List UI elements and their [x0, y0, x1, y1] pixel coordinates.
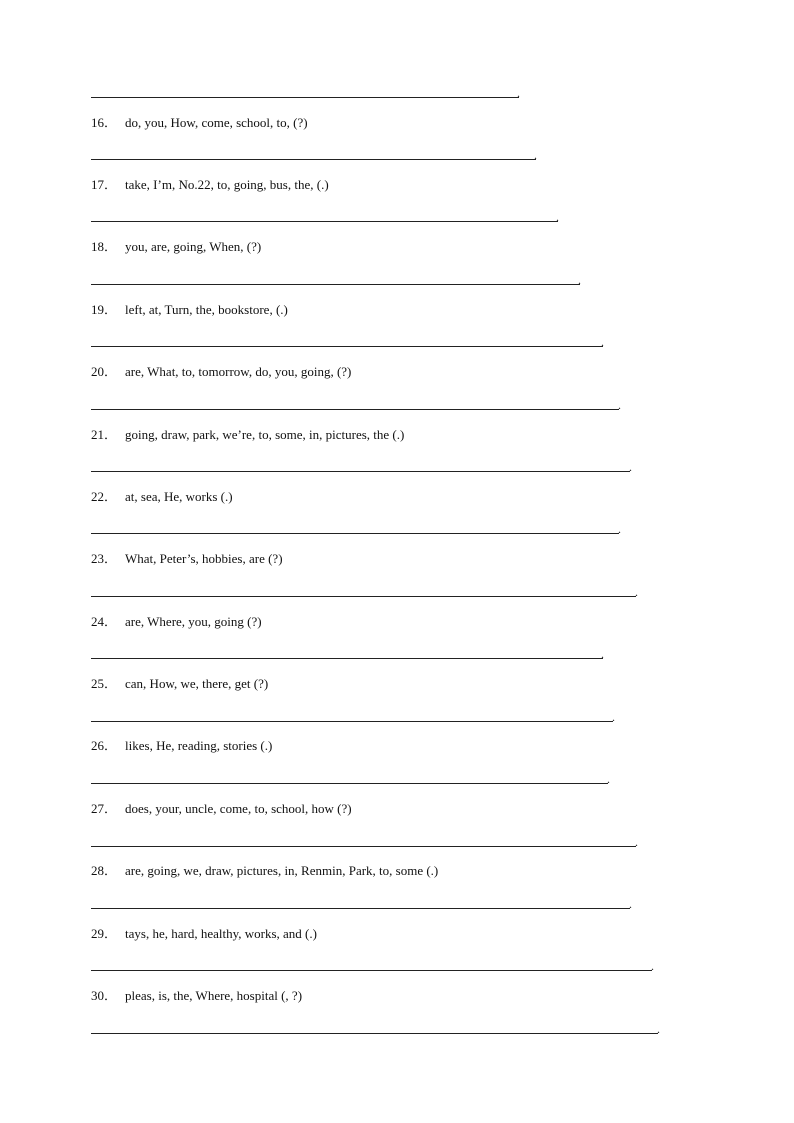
question-21	[91, 427, 404, 443]
question-27	[91, 801, 352, 817]
question-prompt: at, sea, He, works (.)	[125, 489, 233, 504]
question-24	[91, 614, 262, 630]
question-18	[91, 239, 261, 255]
question-prompt: does, your, uncle, come, to, school, how (?)	[125, 801, 352, 816]
question-25	[91, 676, 268, 692]
question-22	[91, 489, 233, 505]
answer-end-dot: .	[657, 1022, 660, 1036]
answer-end-dot: .	[607, 772, 610, 786]
question-number: 17．	[91, 177, 118, 192]
answer-end-dot: .	[618, 398, 621, 412]
answer-line-27[interactable]	[91, 846, 636, 847]
question-23	[91, 551, 283, 567]
question-number: 18．	[91, 239, 118, 254]
answer-line-26[interactable]	[91, 783, 608, 784]
question-prompt: are, What, to, tomorrow, do, you, going, (?)	[125, 364, 352, 379]
answer-line-22[interactable]	[91, 533, 619, 534]
answer-end-dot: .	[601, 647, 604, 661]
answer-line-0[interactable]	[91, 97, 519, 98]
answer-end-dot: .	[635, 585, 638, 599]
answer-line-19[interactable]	[91, 346, 603, 347]
answer-line-29[interactable]	[91, 970, 652, 971]
answer-end-dot: .	[618, 522, 621, 536]
question-number: 16．	[91, 115, 118, 130]
answer-end-dot: .	[556, 210, 559, 224]
question-prompt: pleas, is, the, Where, hospital (, ?)	[125, 988, 303, 1003]
question-number: 26．	[91, 738, 118, 753]
answer-line-18[interactable]	[91, 284, 580, 285]
question-prompt: left, at, Turn, the, bookstore, (.)	[125, 302, 288, 317]
answer-end-dot: .	[534, 148, 537, 162]
question-number: 22．	[91, 489, 118, 504]
question-16	[91, 115, 308, 131]
answer-line-24[interactable]	[91, 658, 603, 659]
question-28	[91, 863, 438, 879]
question-30	[91, 988, 302, 1004]
answer-line-21[interactable]	[91, 471, 630, 472]
question-29	[91, 926, 317, 942]
answer-end-dot: .	[635, 835, 638, 849]
answer-end-dot: .	[601, 335, 604, 349]
question-number: 27．	[91, 801, 118, 816]
question-prompt: do, you, How, come, school, to, (?)	[125, 115, 308, 130]
question-prompt: What, Peter’s, hobbies, are (?)	[125, 551, 283, 566]
answer-end-dot: .	[517, 86, 520, 100]
question-number: 21．	[91, 427, 118, 442]
question-number: 25．	[91, 676, 118, 691]
answer-line-25[interactable]	[91, 721, 613, 722]
question-number: 30．	[91, 988, 118, 1003]
question-number: 20．	[91, 364, 118, 379]
answer-line-16[interactable]	[91, 159, 536, 160]
question-prompt: you, are, going, When, (?)	[125, 239, 262, 254]
answer-line-23[interactable]	[91, 596, 636, 597]
question-number: 24．	[91, 614, 118, 629]
question-17	[91, 177, 329, 193]
question-prompt: likes, He, reading, stories (.)	[125, 738, 273, 753]
question-number: 23．	[91, 551, 118, 566]
answer-line-28[interactable]	[91, 908, 630, 909]
question-number: 29．	[91, 926, 118, 941]
answer-line-30[interactable]	[91, 1033, 658, 1034]
question-20	[91, 364, 351, 380]
question-prompt: going, draw, park, we’re, to, some, in, pictures, the (.)	[125, 427, 405, 442]
answer-end-dot: .	[612, 710, 615, 724]
question-prompt: are, Where, you, going (?)	[125, 614, 262, 629]
answer-end-dot: .	[578, 273, 581, 287]
question-number: 28．	[91, 863, 118, 878]
question-number: 19．	[91, 302, 118, 317]
question-prompt: are, going, we, draw, pictures, in, Renmin, Park, to, some (.)	[125, 863, 439, 878]
answer-end-dot: .	[651, 959, 654, 973]
question-prompt: take, I’m, No.22, to, going, bus, the, (.)	[125, 177, 329, 192]
answer-line-17[interactable]	[91, 221, 558, 222]
question-26	[91, 738, 272, 754]
answer-line-20[interactable]	[91, 409, 619, 410]
question-19	[91, 302, 288, 318]
question-prompt: tays, he, hard, healthy, works, and (.)	[125, 926, 317, 941]
answer-end-dot: .	[629, 897, 632, 911]
answer-end-dot: .	[629, 460, 632, 474]
question-prompt: can, How, we, there, get (?)	[125, 676, 269, 691]
